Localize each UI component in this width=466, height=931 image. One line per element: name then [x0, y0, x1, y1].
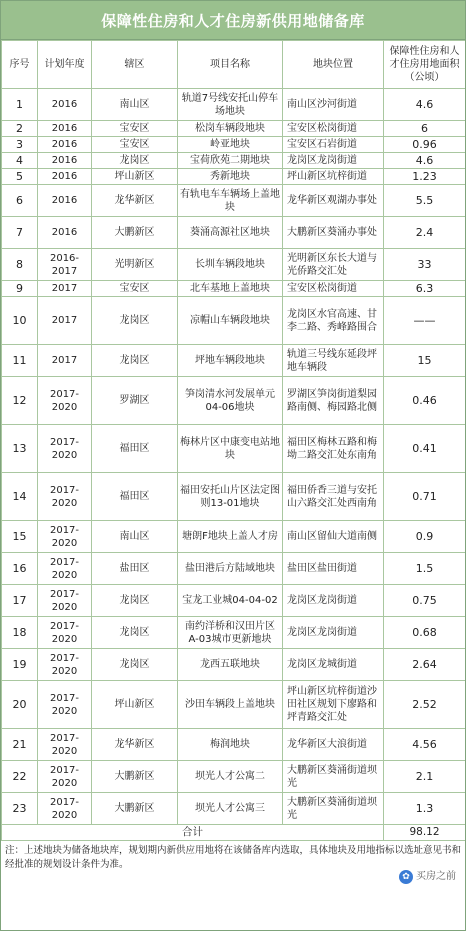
- cell-district: 罗湖区: [92, 377, 178, 425]
- cell-location: 龙岗区龙城街道: [283, 649, 384, 681]
- cell-location: 宝安区石岩街道: [283, 137, 384, 153]
- cell-area: 33: [384, 249, 466, 281]
- cell-district: 龙岗区: [92, 153, 178, 169]
- cell-area: 0.68: [384, 617, 466, 649]
- table-row: [2, 761, 466, 793]
- table-row: [2, 649, 466, 681]
- cell-no: 11: [2, 345, 38, 377]
- cell-district: 宝安区: [92, 121, 178, 137]
- cell-project: 梅林片区中康变电站地块: [178, 425, 283, 473]
- cell-year: 2016: [38, 169, 92, 185]
- cell-district: 龙岗区: [92, 345, 178, 377]
- table-row: [2, 153, 466, 169]
- cell-district: 盐田区: [92, 553, 178, 585]
- cell-project: 南约洋桥和汉田片区A-03城市更新地块: [178, 617, 283, 649]
- cell-project: 轨道7号线安托山停车场地块: [178, 89, 283, 121]
- cell-year: 2017-2020: [38, 585, 92, 617]
- cell-location: 光明新区东长大道与光侨路交汇处: [283, 249, 384, 281]
- cell-area: 15: [384, 345, 466, 377]
- table-row: [2, 793, 466, 825]
- cell-location: 盐田区盐田街道: [283, 553, 384, 585]
- cell-area: 1.23: [384, 169, 466, 185]
- cell-year: 2017-2020: [38, 617, 92, 649]
- cell-no: 20: [2, 681, 38, 729]
- cell-no: 9: [2, 281, 38, 297]
- table-row: [2, 217, 466, 249]
- cell-district: 福田区: [92, 425, 178, 473]
- cell-area: 0.75: [384, 585, 466, 617]
- header-year: 计划年度: [38, 41, 92, 89]
- cell-no: 21: [2, 729, 38, 761]
- cell-area: 2.52: [384, 681, 466, 729]
- table-row: [2, 89, 466, 121]
- cell-no: 10: [2, 297, 38, 345]
- cell-location: 南山区沙河街道: [283, 89, 384, 121]
- cell-location: 大鹏新区葵涌街道坝光: [283, 793, 384, 825]
- table-row: [2, 681, 466, 729]
- table-row: [2, 617, 466, 649]
- table-row: [2, 377, 466, 425]
- total-value: 98.12: [384, 825, 466, 841]
- cell-location: 龙岗区龙岗街道: [283, 617, 384, 649]
- cell-no: 13: [2, 425, 38, 473]
- cell-year: 2017-2020: [38, 649, 92, 681]
- cell-district: 龙岗区: [92, 297, 178, 345]
- header-no: 序号: [2, 41, 38, 89]
- cell-no: 15: [2, 521, 38, 553]
- cell-project: 岭亚地块: [178, 137, 283, 153]
- cell-year: 2016: [38, 185, 92, 217]
- cell-project: 坪地车辆段地块: [178, 345, 283, 377]
- cell-district: 坪山新区: [92, 169, 178, 185]
- table-row: [2, 345, 466, 377]
- table-row: [2, 169, 466, 185]
- cell-project: 龙西五联地块: [178, 649, 283, 681]
- header-district: 辖区: [92, 41, 178, 89]
- cell-location: 罗湖区笋岗街道梨园路南侧、梅园路北侧: [283, 377, 384, 425]
- cell-project: 塘朗F地块上盖人才房: [178, 521, 283, 553]
- cell-area: 2.4: [384, 217, 466, 249]
- cell-location: 福田区梅林五路和梅坳二路交汇处东南角: [283, 425, 384, 473]
- cell-year: 2016: [38, 153, 92, 169]
- cell-project: 凉帽山车辆段地块: [178, 297, 283, 345]
- cell-district: 大鹏新区: [92, 793, 178, 825]
- cell-area: 1.3: [384, 793, 466, 825]
- cell-year: 2016: [38, 137, 92, 153]
- total-row: [2, 825, 466, 841]
- table-row: [2, 729, 466, 761]
- header-location: 地块位置: [283, 41, 384, 89]
- cell-area: ——: [384, 297, 466, 345]
- cell-area: 0.96: [384, 137, 466, 153]
- cell-year: 2016-2017: [38, 249, 92, 281]
- header-area: 保障性住房和人才住房用地面积（公顷）: [384, 41, 466, 89]
- cell-no: 22: [2, 761, 38, 793]
- cell-no: 7: [2, 217, 38, 249]
- cell-year: 2016: [38, 89, 92, 121]
- cell-area: 0.9: [384, 521, 466, 553]
- table-row: [2, 585, 466, 617]
- cell-project: 秀新地块: [178, 169, 283, 185]
- cell-district: 龙华新区: [92, 185, 178, 217]
- table-row: [2, 297, 466, 345]
- cell-location: 福田侨香三道与安托山六路交汇处西南角: [283, 473, 384, 521]
- cell-area: 2.64: [384, 649, 466, 681]
- cell-district: 大鹏新区: [92, 761, 178, 793]
- cell-year: 2017: [38, 297, 92, 345]
- table-row: [2, 521, 466, 553]
- total-label: 合计: [2, 825, 384, 841]
- cell-location: 龙岗区龙岗街道: [283, 153, 384, 169]
- header-row: [2, 41, 466, 89]
- cell-location: 龙华新区大浪街道: [283, 729, 384, 761]
- cell-project: 宝龙工业城04-04-02: [178, 585, 283, 617]
- cell-no: 3: [2, 137, 38, 153]
- cell-location: 大鹏新区葵涌办事处: [283, 217, 384, 249]
- cell-project: 松岗车辆段地块: [178, 121, 283, 137]
- cell-district: 龙岗区: [92, 585, 178, 617]
- header-project: 项目名称: [178, 41, 283, 89]
- table-row: [2, 473, 466, 521]
- cell-no: 19: [2, 649, 38, 681]
- cell-project: 笋岗清水河发展单元04-06地块: [178, 377, 283, 425]
- cell-area: 1.5: [384, 553, 466, 585]
- cell-location: 龙岗区龙岗街道: [283, 585, 384, 617]
- cell-year: 2016: [38, 121, 92, 137]
- cell-location: 大鹏新区葵涌街道坝光: [283, 761, 384, 793]
- table-body: [2, 89, 466, 825]
- cell-location: 坪山新区坑梓街道沙田社区规划下廖路和坪青路交汇处: [283, 681, 384, 729]
- table-row: [2, 553, 466, 585]
- land-reserve-table: [1, 40, 466, 841]
- cell-area: 5.5: [384, 185, 466, 217]
- table-row: [2, 425, 466, 473]
- cell-district: 南山区: [92, 521, 178, 553]
- table-row: [2, 281, 466, 297]
- cell-no: 1: [2, 89, 38, 121]
- cell-area: 4.6: [384, 153, 466, 169]
- cell-location: 宝安区松岗街道: [283, 281, 384, 297]
- cell-location: 南山区留仙大道南侧: [283, 521, 384, 553]
- cell-project: 有轨电车车辆场上盖地块: [178, 185, 283, 217]
- cell-project: 宝荷欣苑二期地块: [178, 153, 283, 169]
- cell-no: 18: [2, 617, 38, 649]
- cell-year: 2017-2020: [38, 729, 92, 761]
- cell-project: 梅润地块: [178, 729, 283, 761]
- cell-no: 14: [2, 473, 38, 521]
- cell-area: 4.56: [384, 729, 466, 761]
- cell-project: 坝光人才公寓二: [178, 761, 283, 793]
- footnote-text: 注：上述地块为储备地块库，规划期内新供应用地将在该储备库内选取，具体地块及用地指标以选址意见书和经批准的规划设计条件为准。: [5, 845, 462, 870]
- cell-no: 8: [2, 249, 38, 281]
- table-row: [2, 185, 466, 217]
- cell-year: 2017-2020: [38, 681, 92, 729]
- cell-no: 4: [2, 153, 38, 169]
- cell-no: 23: [2, 793, 38, 825]
- cell-district: 南山区: [92, 89, 178, 121]
- cell-no: 5: [2, 169, 38, 185]
- cell-district: 龙岗区: [92, 617, 178, 649]
- table-title: 保障性住房和人才住房新供用地储备库: [1, 1, 465, 40]
- cell-location: 轨道三号线东延段坪地车辆段: [283, 345, 384, 377]
- watermark-text: 买房之前: [416, 871, 456, 882]
- table-row: [2, 137, 466, 153]
- cell-district: 龙岗区: [92, 649, 178, 681]
- watermark: [396, 869, 459, 885]
- cell-no: 17: [2, 585, 38, 617]
- cell-district: 福田区: [92, 473, 178, 521]
- cell-area: 0.41: [384, 425, 466, 473]
- footnote: [1, 841, 465, 889]
- cell-no: 16: [2, 553, 38, 585]
- cell-year: 2016: [38, 217, 92, 249]
- wechat-icon: ✿: [399, 870, 413, 884]
- cell-district: 坪山新区: [92, 681, 178, 729]
- cell-area: 6: [384, 121, 466, 137]
- cell-year: 2017: [38, 345, 92, 377]
- cell-project: 长圳车辆段地块: [178, 249, 283, 281]
- cell-year: 2017-2020: [38, 553, 92, 585]
- cell-project: 北车基地上盖地块: [178, 281, 283, 297]
- cell-location: 龙华新区观湖办事处: [283, 185, 384, 217]
- cell-no: 12: [2, 377, 38, 425]
- cell-district: 龙华新区: [92, 729, 178, 761]
- cell-project: 坝光人才公寓三: [178, 793, 283, 825]
- cell-area: 0.71: [384, 473, 466, 521]
- cell-no: 2: [2, 121, 38, 137]
- cell-year: 2017-2020: [38, 425, 92, 473]
- cell-year: 2017: [38, 281, 92, 297]
- table-row: [2, 121, 466, 137]
- cell-year: 2017-2020: [38, 521, 92, 553]
- cell-project: 盐田港后方陆域地块: [178, 553, 283, 585]
- cell-project: 沙田车辆段上盖地块: [178, 681, 283, 729]
- cell-year: 2017-2020: [38, 761, 92, 793]
- table-row: [2, 249, 466, 281]
- cell-no: 6: [2, 185, 38, 217]
- cell-year: 2017-2020: [38, 473, 92, 521]
- cell-year: 2017-2020: [38, 377, 92, 425]
- cell-district: 大鹏新区: [92, 217, 178, 249]
- cell-district: 宝安区: [92, 137, 178, 153]
- cell-district: 光明新区: [92, 249, 178, 281]
- cell-location: 龙岗区水官高速、甘李二路、秀峰路围合: [283, 297, 384, 345]
- cell-location: 坪山新区坑梓街道: [283, 169, 384, 185]
- cell-project: 福田安托山片区法定图则13-01地块: [178, 473, 283, 521]
- cell-area: 6.3: [384, 281, 466, 297]
- cell-location: 宝安区松岗街道: [283, 121, 384, 137]
- cell-area: 0.46: [384, 377, 466, 425]
- cell-project: 葵涌高源社区地块: [178, 217, 283, 249]
- cell-year: 2017-2020: [38, 793, 92, 825]
- cell-area: 2.1: [384, 761, 466, 793]
- cell-area: 4.6: [384, 89, 466, 121]
- cell-district: 宝安区: [92, 281, 178, 297]
